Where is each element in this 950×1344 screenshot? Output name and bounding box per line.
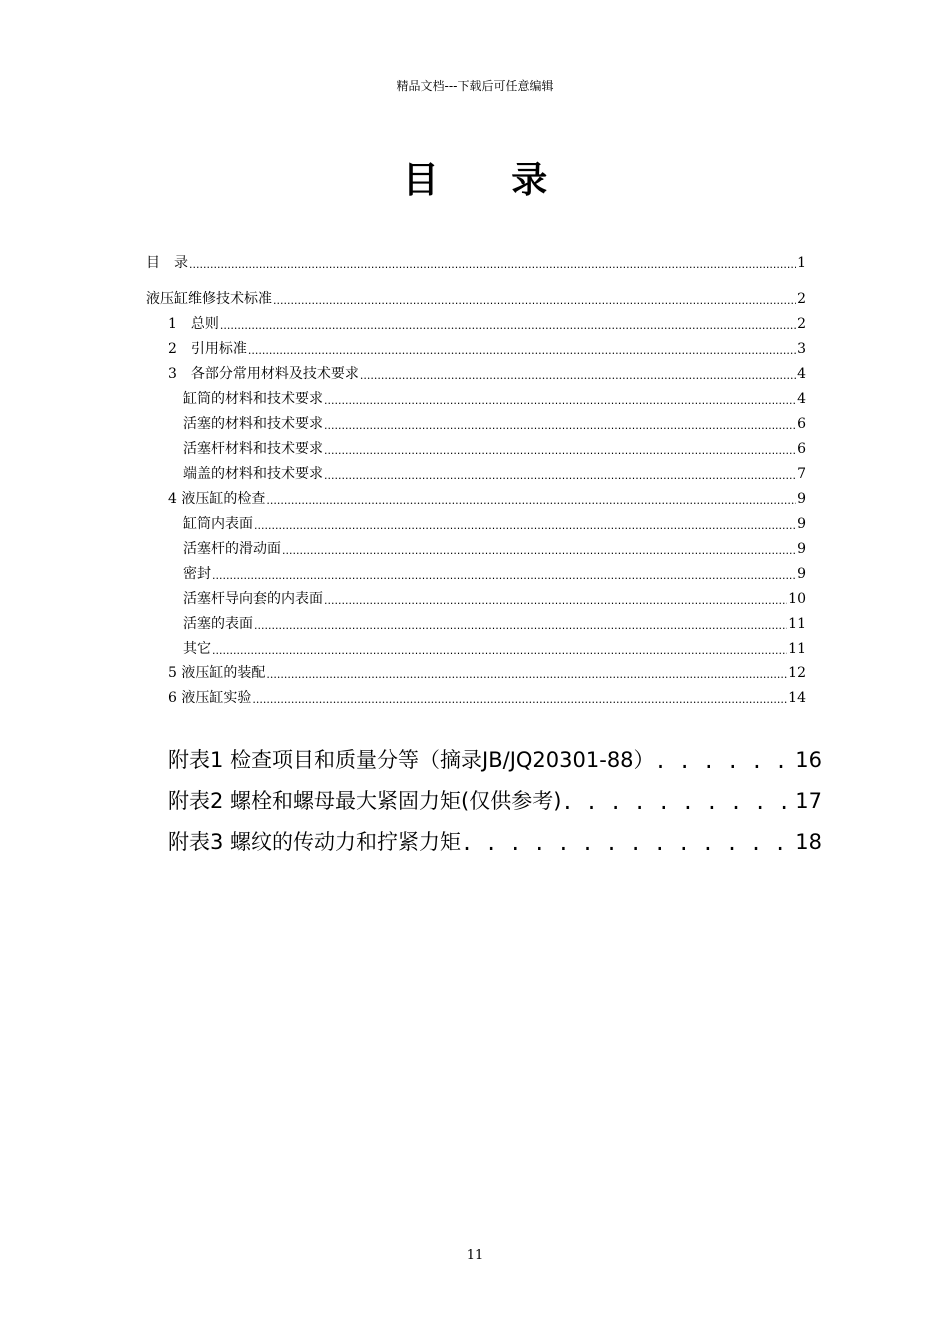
appendix-entry-page: 17 [795, 789, 822, 813]
toc-entry-label: 活塞杆导向套的内表面 [183, 591, 323, 607]
toc-entry-label: 端盖的材料和技术要求 [183, 466, 323, 482]
toc-leader [254, 615, 787, 633]
toc-entry-label: 液压缸维修技术标准 [146, 291, 272, 307]
toc-entry-label: 4 液压缸的检查 [168, 491, 266, 507]
appendix-entry[interactable] [168, 745, 822, 775]
toc-entry[interactable] [183, 565, 806, 583]
page-header: 精品文档---下载后可任意编辑 [396, 79, 554, 93]
toc-entry-page: 7 [797, 466, 806, 482]
appendix-entry-page: 18 [795, 830, 822, 854]
toc-entry-page: 6 [797, 416, 806, 432]
toc-entry-page: 10 [788, 591, 806, 607]
toc-entry[interactable] [168, 664, 806, 682]
toc-entry-label: 活塞的表面 [183, 616, 253, 632]
toc-entry-label: 2 引用标准 [168, 341, 247, 357]
toc-entry[interactable] [183, 640, 806, 658]
toc-entry[interactable] [183, 515, 806, 533]
toc-entry[interactable] [168, 340, 806, 358]
toc-entry[interactable] [168, 490, 806, 508]
toc-entry[interactable] [146, 254, 806, 272]
appendix-leader [561, 786, 795, 816]
toc-entry-label: 5 液压缸的装配 [168, 665, 266, 681]
toc-leader [220, 315, 796, 333]
appendix-entry[interactable] [168, 786, 822, 816]
toc-entry-label: 1 总则 [168, 316, 219, 332]
toc-entry-label: 其它 [183, 641, 211, 657]
toc-leader [360, 365, 796, 383]
toc-entry[interactable] [168, 315, 806, 333]
toc-leader [324, 440, 796, 458]
toc-entry-label: 3 各部分常用材料及技术要求 [168, 366, 359, 382]
toc-entry-page: 3 [797, 341, 806, 357]
toc-leader [324, 590, 787, 608]
toc-entry-page: 9 [797, 491, 806, 507]
toc-entry[interactable] [183, 465, 806, 483]
appendix-leader [461, 827, 795, 857]
toc-leader [212, 565, 796, 583]
toc-entry-page: 9 [797, 566, 806, 582]
toc-entry-page: 2 [797, 316, 806, 332]
toc-entry-label: 活塞杆材料和技术要求 [183, 441, 323, 457]
toc-entry-label: 目 录 [146, 255, 188, 271]
toc-entry[interactable] [183, 540, 806, 558]
toc-entry[interactable] [183, 415, 806, 433]
appendix-entry-label: 附表1 检查项目和质量分等（摘录JB/JQ20301-88） [168, 748, 655, 772]
toc-entry-page: 9 [797, 541, 806, 557]
toc-leader [324, 390, 796, 408]
toc-entry[interactable] [168, 689, 806, 707]
toc-entry[interactable] [146, 290, 806, 308]
toc-entry-label: 缸筒内表面 [183, 516, 253, 532]
toc-entry-page: 11 [788, 641, 806, 657]
toc-leader [266, 664, 787, 682]
toc-leader [282, 540, 796, 558]
toc-entry-label: 缸筒的材料和技术要求 [183, 391, 323, 407]
toc-entry[interactable] [168, 365, 806, 383]
toc-entry-label: 活塞的材料和技术要求 [183, 416, 323, 432]
page-number: 11 [466, 1248, 484, 1263]
toc-leader [248, 340, 796, 358]
toc-entry-label: 6 液压缸实验 [168, 690, 252, 706]
toc-entry[interactable] [183, 440, 806, 458]
toc-leader [324, 465, 796, 483]
toc-entry[interactable] [183, 390, 806, 408]
appendix-entry-page: 16 [795, 748, 822, 772]
toc-entry-page: 1 [797, 255, 806, 271]
appendix-entry-label: 附表2 螺栓和螺母最大紧固力矩(仅供参考) [168, 789, 562, 813]
page-title: 目 录 [402, 160, 578, 201]
toc-entry-page: 4 [797, 366, 806, 382]
toc-entry-label: 活塞杆的滑动面 [183, 541, 281, 557]
toc-leader [252, 689, 787, 707]
toc-entry-page: 12 [788, 665, 806, 681]
toc-entry-page: 2 [797, 291, 806, 307]
appendix-leader [655, 745, 796, 775]
toc-entry-page: 4 [797, 391, 806, 407]
toc-entry-label: 密封 [183, 566, 211, 582]
toc-entry-page: 6 [797, 441, 806, 457]
toc-leader [266, 490, 796, 508]
toc-entry-page: 11 [788, 616, 806, 632]
appendix-entry[interactable] [168, 827, 822, 857]
appendix-entry-label: 附表3 螺纹的传动力和拧紧力矩 [168, 830, 462, 854]
toc-leader [189, 254, 796, 272]
toc-leader [273, 290, 796, 308]
toc-entry[interactable] [183, 590, 806, 608]
toc-entry-page: 14 [788, 690, 806, 706]
toc-leader [254, 515, 796, 533]
toc-entry-page: 9 [797, 516, 806, 532]
toc-leader [324, 415, 796, 433]
toc-leader [212, 640, 787, 658]
toc-entry[interactable] [183, 615, 806, 633]
